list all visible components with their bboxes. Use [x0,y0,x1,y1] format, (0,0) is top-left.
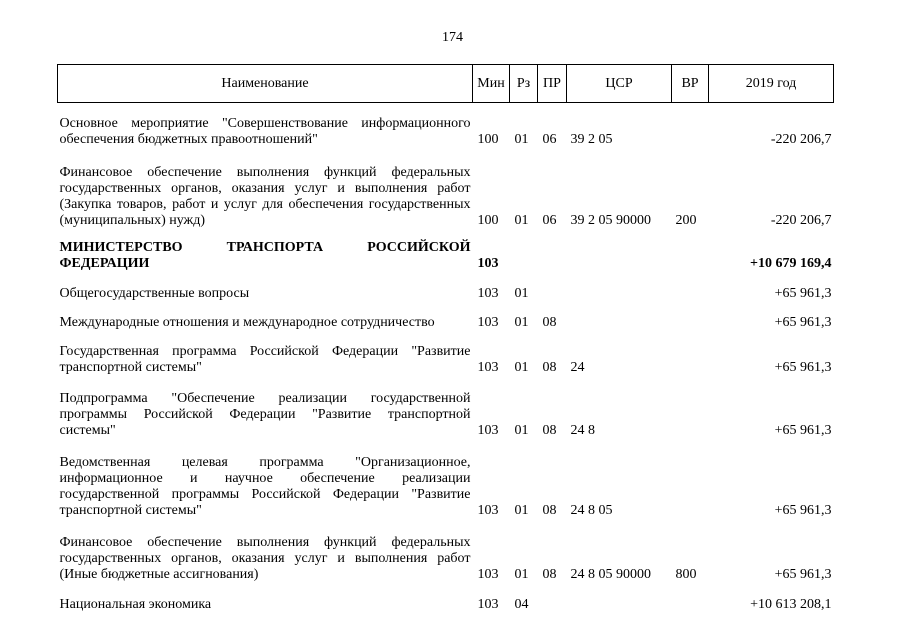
table-row [58,103,834,148]
table-row [58,302,834,331]
row-pr: 08 [542,566,557,582]
row-name: Подпрограмма "Обеспечение реализации государственной программы Российской Федерации "Развитие транспортной системы" [59,390,471,438]
row-min: 100 [477,212,499,228]
row-rz: 01 [514,131,529,147]
row-csr: 24 8 05 [570,502,613,518]
row-pr: 08 [542,422,557,438]
row-min: 103 [477,314,499,330]
row-rz: 01 [514,566,529,582]
row-min: 103 [477,359,499,375]
row-vr [672,272,709,302]
row-vr [672,376,709,439]
row-pr [538,583,567,613]
row-amount: +10 613 208,1 [750,596,832,612]
header-name: Наименование [58,65,473,103]
table-row [58,229,834,272]
header-csr: ЦСР [567,65,672,103]
table-row [58,439,834,519]
row-name: Основное мероприятие "Совершенствование информационного обеспечения бюджетных правоотношений" [59,115,471,147]
table-row [58,148,834,229]
row-rz [510,229,538,272]
row-rz: 01 [514,212,529,228]
row-pr: 06 [542,131,557,147]
row-name: МИНИСТЕРСТВО ТРАНСПОРТА РОССИЙСКОЙ ФЕДЕРАЦИИ [59,239,471,271]
row-vr [672,229,709,272]
row-name: Общегосударственные вопросы [59,285,250,301]
row-rz: 04 [514,596,529,612]
row-csr [567,229,672,272]
table-row [58,583,834,613]
row-csr [567,583,672,613]
row-pr: 08 [542,502,557,518]
row-min: 103 [477,596,499,612]
row-min: 103 [477,422,499,438]
header-year: 2019 год [709,65,834,103]
row-rz: 01 [514,502,529,518]
row-min: 103 [477,255,499,271]
row-amount: -220 206,7 [770,212,832,228]
row-name: Финансовое обеспечение выполнения функций федеральных государственных органов, оказания услуг и выполнения работ (Иные бюджетные ассигнования) [59,534,471,582]
table-row [58,376,834,439]
row-amount: +65 961,3 [774,422,832,438]
table-row [58,272,834,302]
row-pr [538,272,567,302]
row-name: Государственная программа Российской Федерации "Развитие транспортной системы" [59,343,471,375]
header-pr: ПР [538,65,567,103]
row-min: 103 [477,285,499,301]
header-rz: Рз [510,65,538,103]
budget-table [57,64,834,613]
header-min: Мин [473,65,510,103]
row-csr [567,302,672,331]
row-min: 103 [477,502,499,518]
row-name: Финансовое обеспечение выполнения функций федеральных государственных органов, оказания услуг и выполнения работ (Закупка товаров, работ и услуг для обеспечения государственных (муниципальных) нужд) [59,164,471,228]
header-vr: ВР [672,65,709,103]
row-vr: 800 [675,566,697,582]
row-vr [672,302,709,331]
row-name: Национальная экономика [59,596,212,612]
row-amount: +65 961,3 [774,566,832,582]
row-pr [538,229,567,272]
row-amount: +65 961,3 [774,285,832,301]
row-name: Международные отношения и международное сотрудничество [59,314,435,330]
row-min: 103 [477,566,499,582]
row-vr [672,331,709,376]
header-row [58,65,834,103]
page-number: 174 [442,30,463,45]
table-row [58,331,834,376]
row-pr: 08 [542,314,557,330]
row-csr: 24 8 [570,422,595,438]
row-rz: 01 [514,285,529,301]
row-vr: 200 [675,212,697,228]
row-amount: +65 961,3 [774,502,832,518]
row-pr: 06 [542,212,557,228]
row-amount: -220 206,7 [770,131,832,147]
row-rz: 01 [514,422,529,438]
row-name: Ведомственная целевая программа "Организационное, информационное и научное обеспечение реализации государственной программы Российской Федерации "Развитие транспортной системы" [59,454,471,518]
row-min: 100 [477,131,499,147]
row-vr [672,103,709,148]
table-row [58,519,834,583]
row-rz: 01 [514,314,529,330]
row-vr [672,583,709,613]
row-amount: +65 961,3 [774,359,832,375]
row-amount: +10 679 169,4 [750,255,832,271]
row-csr: 24 8 05 90000 [570,566,651,582]
row-csr: 24 [570,359,585,375]
row-pr: 08 [542,359,557,375]
row-csr: 39 2 05 [570,131,613,147]
row-vr [672,439,709,519]
row-csr: 39 2 05 90000 [570,212,651,228]
row-rz: 01 [514,359,529,375]
row-amount: +65 961,3 [774,314,832,330]
row-csr [567,272,672,302]
